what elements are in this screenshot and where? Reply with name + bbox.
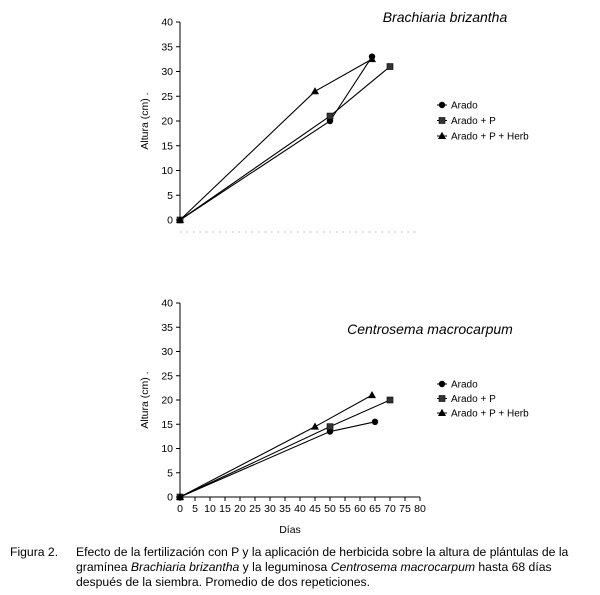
- legend-label: Arado + P: [451, 116, 496, 127]
- legend-label: Arado: [451, 379, 478, 391]
- data-point: [327, 113, 333, 119]
- series-line: [180, 422, 375, 497]
- legend-marker: [439, 102, 445, 108]
- data-point: [372, 419, 378, 425]
- x-tick-label: 50: [324, 503, 336, 515]
- data-point: [327, 424, 333, 430]
- caption-text: [76, 545, 592, 590]
- x-tick-label: 10: [204, 503, 216, 515]
- caption-text-3: hasta 68 días después de la siembra. Promedio de dos repeticiones.: [76, 560, 552, 589]
- y-tick-label: 25: [161, 370, 173, 383]
- data-point: [368, 391, 376, 398]
- y-tick-label: 5: [167, 189, 173, 202]
- x-tick-label: 25: [249, 503, 261, 515]
- y-tick-label: 10: [161, 443, 173, 455]
- x-tick-label: 15: [219, 503, 231, 515]
- data-point: [311, 422, 319, 429]
- y-tick-label: 15: [161, 140, 173, 153]
- chart-title: Centrosema macrocarpum: [347, 321, 513, 337]
- y-tick-label: 0: [167, 491, 173, 504]
- y-tick-label: 40: [161, 16, 173, 29]
- legend-label: Arado + P + Herb: [451, 408, 529, 420]
- y-tick-label: 35: [161, 41, 173, 54]
- legend-marker: [439, 396, 445, 402]
- data-point: [311, 87, 319, 94]
- chart-centrosema: [139, 298, 529, 537]
- y-tick-label: 30: [161, 346, 173, 358]
- legend-marker: [439, 118, 445, 124]
- caption-text-1: Efecto de la fertilización con P y la aplicación de herbicida sobre la altura de plántulas de la gramínea: [76, 545, 569, 574]
- x-axis-label: Días: [279, 524, 301, 536]
- y-tick-label: 15: [161, 418, 173, 431]
- y-tick-label: 40: [161, 297, 173, 310]
- x-tick-label: 60: [354, 503, 366, 515]
- caption-label: Figura 2.: [10, 545, 59, 559]
- data-point: [387, 397, 393, 403]
- caption-species-2: Centrosema macrocarpum: [330, 560, 476, 574]
- x-tick-label: 55: [339, 503, 351, 515]
- x-tick-label: 65: [369, 503, 381, 515]
- series-line: [180, 67, 390, 220]
- y-tick-label: 35: [161, 321, 173, 334]
- x-tick-label: 80: [414, 503, 426, 515]
- legend-marker: [439, 381, 445, 387]
- y-axis-label: Altura (cm) .: [139, 371, 151, 429]
- caption-species-1: Brachiaria brizantha: [130, 560, 240, 574]
- series-line: [180, 395, 372, 497]
- y-tick-label: 10: [161, 165, 173, 177]
- y-tick-label: 0: [167, 214, 173, 227]
- legend-label: Arado + P + Herb: [451, 131, 529, 143]
- x-tick-label: 20: [234, 503, 246, 515]
- x-tick-label: 35: [279, 503, 291, 515]
- x-tick-label: 75: [399, 503, 411, 515]
- legend-label: Arado + P: [451, 394, 496, 405]
- series-line: [180, 59, 372, 220]
- x-tick-label: 45: [309, 503, 321, 515]
- y-axis-label: Altura (cm) .: [139, 92, 151, 150]
- chart-title: Brachiaria brizantha: [382, 9, 508, 25]
- x-tick-label: 70: [384, 503, 396, 515]
- x-tick-label: 5: [192, 503, 198, 515]
- y-tick-label: 20: [161, 115, 173, 128]
- legend-label: Arado: [451, 100, 478, 112]
- y-tick-label: 5: [167, 467, 173, 480]
- y-tick-label: 20: [161, 394, 173, 407]
- y-tick-label: 30: [161, 66, 173, 78]
- legend-marker: [438, 132, 446, 139]
- legend-marker: [438, 409, 446, 416]
- data-point: [387, 64, 393, 70]
- x-tick-label: 30: [264, 503, 276, 515]
- chart-brachiaria: [139, 9, 529, 232]
- series-line: [180, 57, 372, 220]
- caption-text-2: y la leguminosa: [239, 560, 331, 574]
- x-tick-label: 0: [177, 503, 183, 515]
- series-line: [180, 400, 390, 497]
- y-tick-label: 25: [161, 90, 173, 103]
- x-tick-label: 40: [294, 503, 306, 515]
